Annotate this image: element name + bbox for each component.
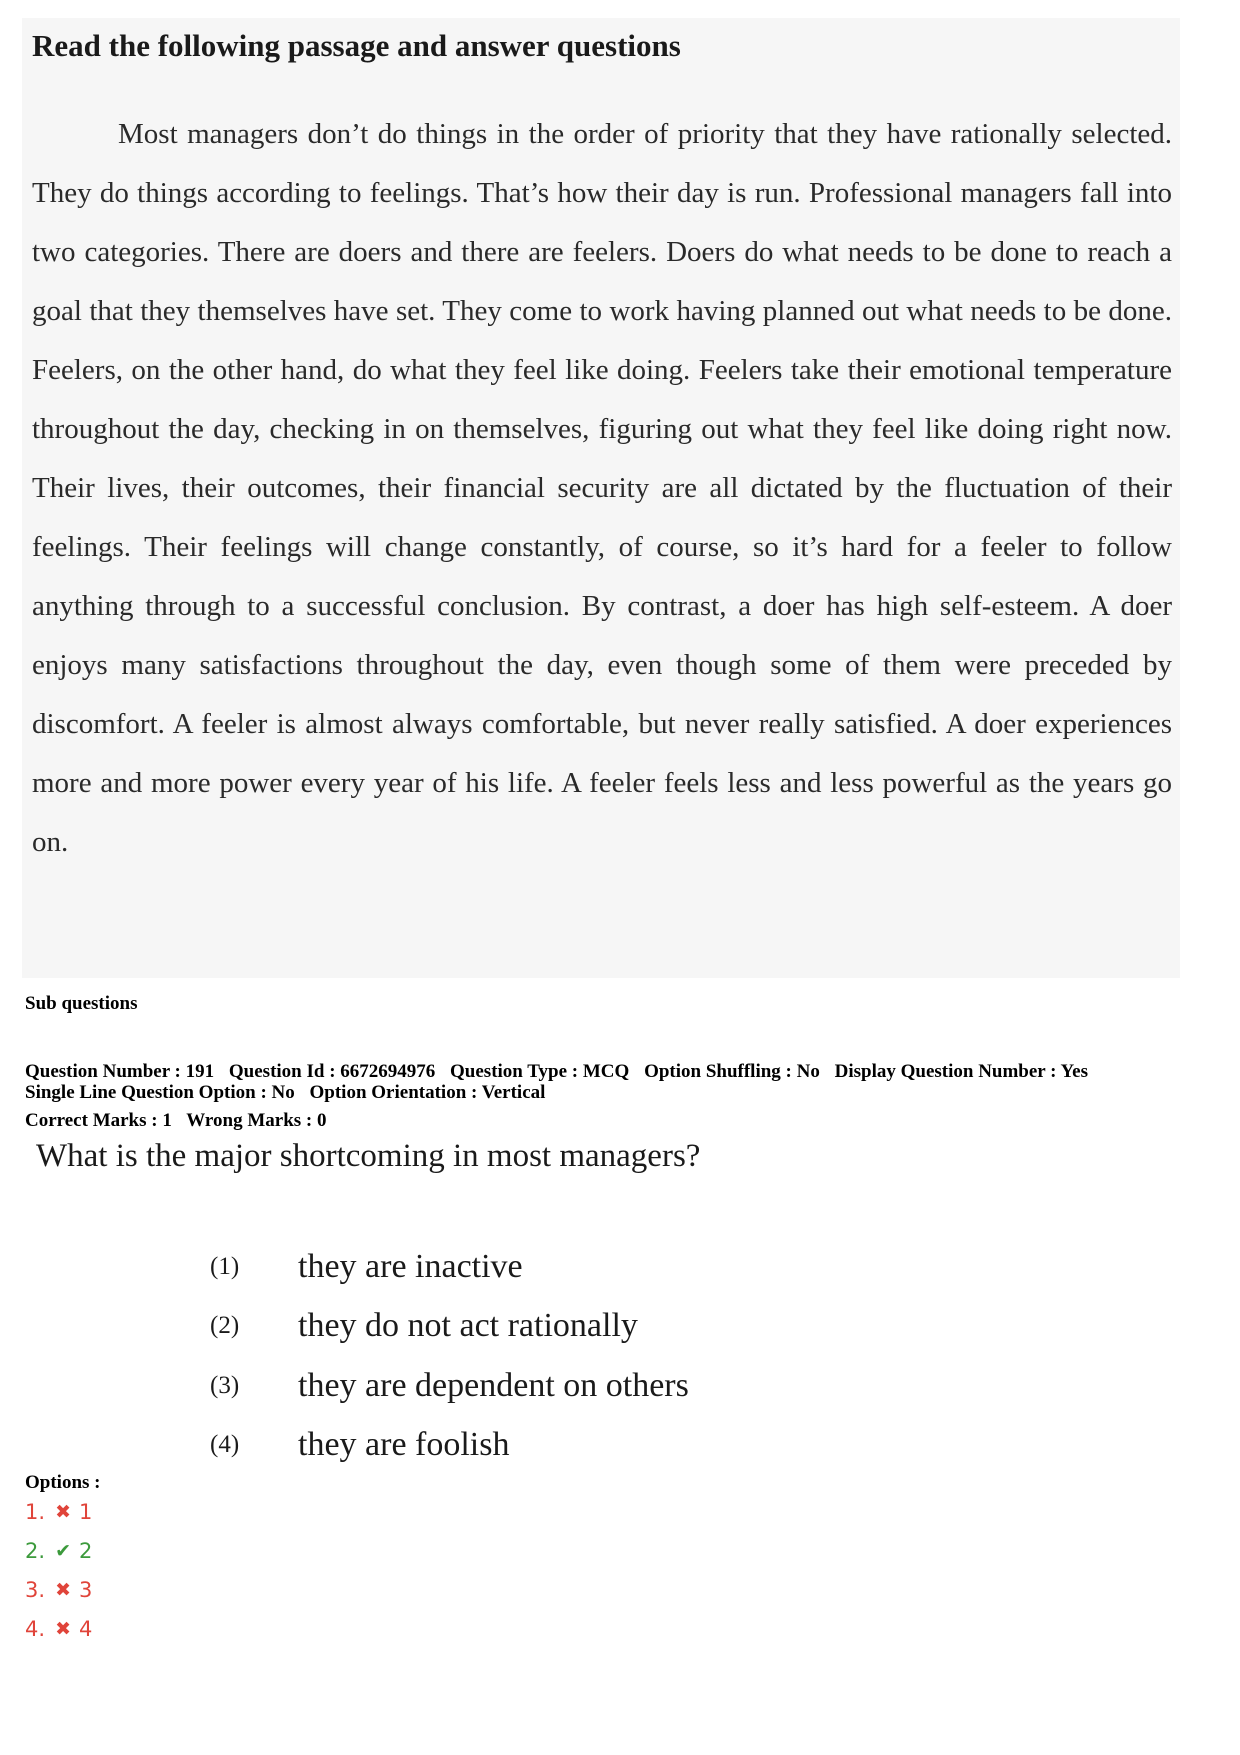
cross-icon: ✖ [55, 1618, 71, 1640]
check-icon: ✔ [55, 1540, 71, 1562]
choice-number: (4) [210, 1431, 240, 1458]
option-value: 1 [79, 1500, 93, 1524]
choice-4 [210, 1426, 510, 1476]
question-meta-line-1 [25, 1061, 1098, 1082]
choice-number: (1) [210, 1253, 240, 1280]
option-value: 3 [79, 1578, 93, 1602]
choice-label: they do not act rationally [298, 1307, 638, 1344]
cross-icon: ✖ [55, 1501, 71, 1523]
option-row-4 [25, 1617, 92, 1641]
passage-heading: Read the following passage and answer questions [32, 28, 681, 63]
option-row-2 [25, 1539, 92, 1563]
question-meta-line-3 [25, 1110, 336, 1131]
choice-number: (3) [210, 1372, 240, 1399]
choice-1 [210, 1248, 523, 1298]
choice-label: they are foolish [298, 1426, 510, 1463]
question-type: Question Type : MCQ [450, 1061, 630, 1082]
cross-icon: ✖ [55, 1579, 71, 1601]
choice-label: they are inactive [298, 1248, 523, 1285]
choice-number: (2) [210, 1312, 240, 1339]
question-meta-line-2 [25, 1082, 555, 1103]
choice-label: they are dependent on others [298, 1367, 689, 1404]
option-row-3 [25, 1578, 92, 1602]
choice-3 [210, 1367, 689, 1417]
option-index: 3. [25, 1578, 46, 1602]
single-line-option: Single Line Question Option : No [25, 1082, 295, 1103]
option-value: 4 [79, 1617, 93, 1641]
option-index: 2. [25, 1539, 46, 1563]
correct-marks: Correct Marks : 1 [25, 1110, 172, 1131]
option-index: 1. [25, 1500, 46, 1524]
option-index: 4. [25, 1617, 46, 1641]
question-text: What is the major shortcoming in most managers? [36, 1138, 701, 1174]
sub-questions-label: Sub questions [25, 993, 138, 1014]
question-id: Question Id : 6672694976 [228, 1061, 436, 1082]
option-row-1 [25, 1500, 92, 1524]
wrong-marks: Wrong Marks : 0 [186, 1110, 327, 1131]
options-label: Options : [25, 1472, 101, 1493]
passage-text: Most managers don’t do things in the order of priority that they have rationally selected. They do things according to feelings. That’s how their day is run. Professional managers fall into two categories. There are doers and there are feelers. Doers do what needs to be done to reach a goal that they themselves have set. They come to work having planned out what needs to be done. Feelers, on the other hand, do what they feel like doing. Feelers take their emotional temperature throughout the day, checking in on themselves, figuring out what they feel like doing right now. Their lives, their outcomes, their financial security are all dictated by the fluctuation of their feelings. Their feelings will change constantly, of course, so it’s hard for a feeler to follow anything through to a successful conclusion. By contrast, a doer has high self-esteem. A doer enjoys many satisfactions throughout the day, even though some of them were preceded by discomfort. A feeler is almost always comfortable, but never really satisfied. A doer experiences more and more power every year of his life. A feeler feels less and less powerful as the years go on. [32, 118, 1172, 858]
display-question-number: Display Question Number : Yes [834, 1061, 1088, 1082]
question-number: Question Number : 191 [25, 1061, 215, 1082]
choice-2 [210, 1307, 638, 1357]
option-shuffling: Option Shuffling : No [644, 1061, 820, 1082]
option-value: 2 [79, 1539, 93, 1563]
option-orientation: Option Orientation : Vertical [309, 1082, 546, 1103]
